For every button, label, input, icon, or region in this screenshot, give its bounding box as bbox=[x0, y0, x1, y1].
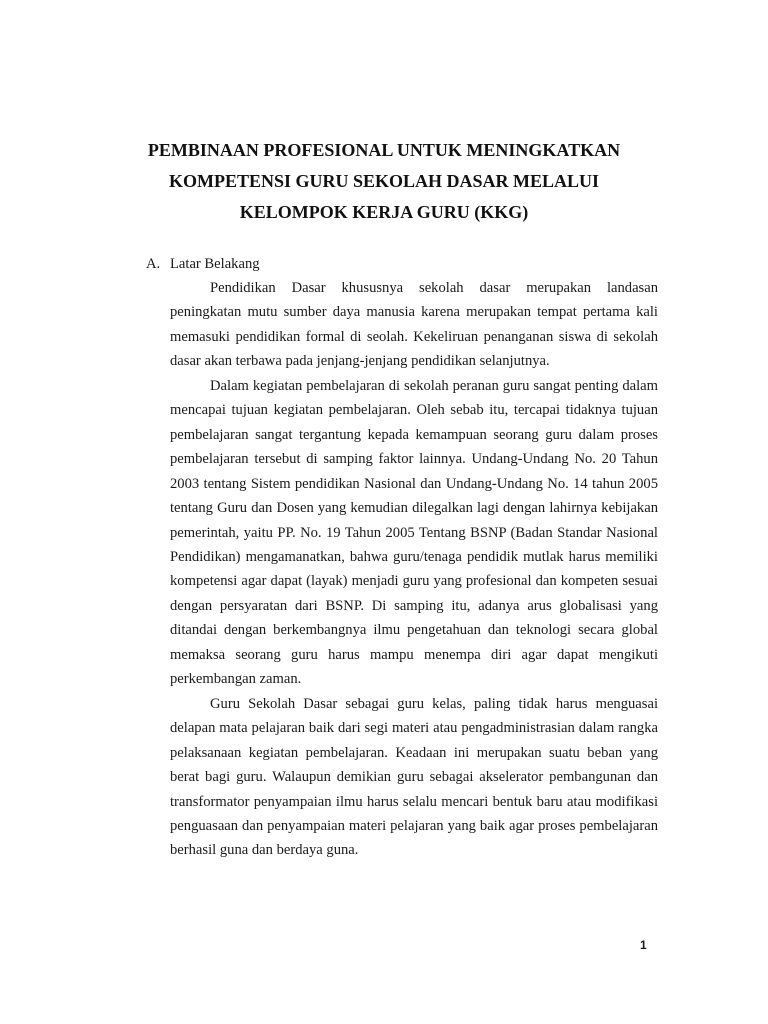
section-heading-text: Latar Belakang bbox=[170, 256, 260, 272]
page-number: 1 bbox=[640, 938, 647, 952]
title-line-2: KOMPETENSI GURU SEKOLAH DASAR MELALUI bbox=[168, 171, 600, 191]
body-text bbox=[170, 276, 658, 863]
paragraph-3: Guru Sekolah Dasar sebagai guru kelas, paling tidak harus menguasai delapan mata pelajaran baik dari segi materi atau pengadministrasian dalam rangka pelaksanaan kegiatan pembelajaran. Keadaan ini merupakan suatu beban yang berat bagi guru. Walaupun demikian guru sebagai akselerator pembangunan dan transformator penyampaian ilmu harus selalu mencari bentuk baru atau modifikasi penguasaan dan penyampaian materi pelajaran yang baik agar proses pembelajaran berhasil guna dan berdaya guna. bbox=[170, 695, 658, 859]
document-title bbox=[120, 135, 648, 228]
title-line-3: KELOMPOK KERJA GURU (KKG) bbox=[239, 202, 529, 222]
paragraph-1: Pendidikan Dasar khususnya sekolah dasar merupakan landasan peningkatan mutu sumber daya manusia karena merupakan tempat pertama kali memasuki pendidikan formal di seolah. Kekeliruan penanganan siswa di sekolah dasar akan terbawa pada jenjang-jenjang pendidikan selanjutnya. bbox=[170, 280, 658, 370]
title-line-1: PEMBINAAN PROFESIONAL UNTUK MENINGKATKAN bbox=[147, 140, 621, 160]
section-heading bbox=[146, 252, 260, 276]
paragraph-2: Dalam kegiatan pembelajaran di sekolah peranan guru sangat penting dalam mencapai tujuan kegiatan pembelajaran. Oleh sebab itu, tercapai tidaknya tujuan pembelajaran sangat tergantung kepada kemampuan seorang guru dalam proses pembelajaran tersebut di samping faktor lainnya. Undang-Undang No. 20 Tahun 2003 tentang Sistem pendidikan Nasional dan Undang-Undang No. 14 tahun 2005 tentang Guru dan Dosen yang kemudian dilegalkan lagi dengan lahirnya kebijakan pemerintah, yaitu PP. No. 19 Tahun 2005 Tentang BSNP (Badan Standar Nasional Pendidikan) mengamanatkan, bahwa guru/tenaga pendidik mutlak harus memiliki kompetensi agar dapat (layak) menjadi guru yang profesional dan kompeten sesuai dengan persyaratan dari BSNP. Di samping itu, adanya arus globalisasi yang ditandai dengan berkembangnya ilmu pengetahuan dan teknologi secara global memaksa seorang guru harus mampu menempa diri agar dapat mengikuti perkembangan zaman. bbox=[170, 377, 658, 688]
section-letter: A. bbox=[146, 256, 161, 272]
